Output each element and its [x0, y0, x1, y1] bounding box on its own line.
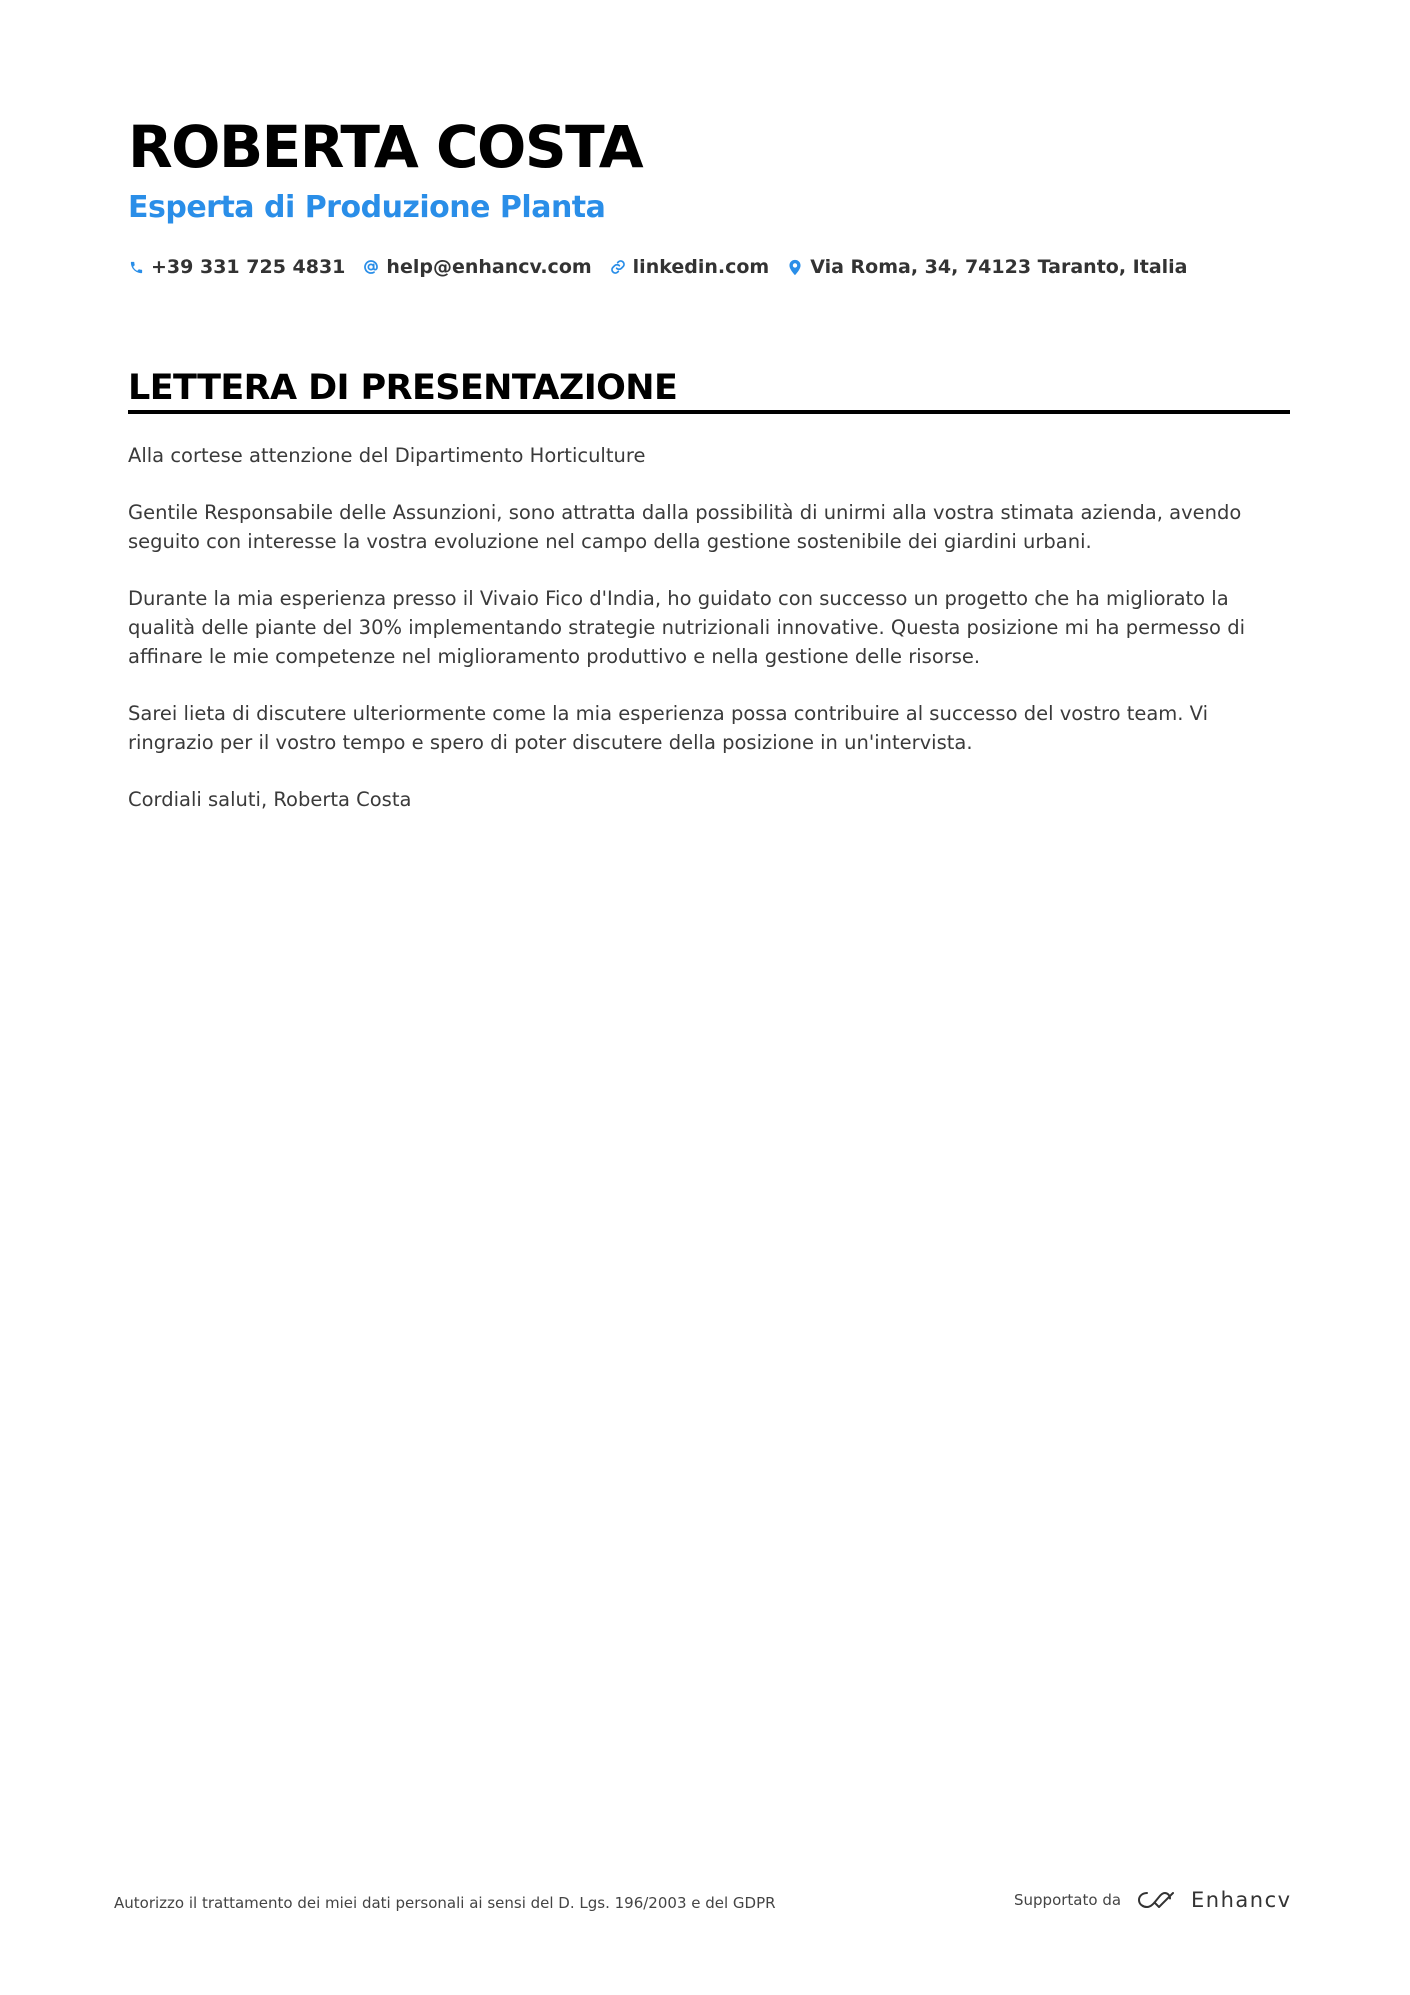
location-pin-icon — [787, 258, 803, 276]
letter-recipient-line: Alla cortese attenzione del Dipartimento Horticulture — [128, 444, 646, 467]
enhancv-logo-icon — [1133, 1888, 1179, 1912]
job-title: Esperta di Produzione Planta — [128, 190, 606, 225]
contact-phone — [128, 254, 345, 280]
letter-paragraph: Sarei lieta di discutere ulteriormente come la mia esperienza possa contribuire al successo del vostro team. Vi ringrazio per il vostro tempo e spero di poter discutere della posizione in un'intervista. — [128, 702, 1209, 754]
letter-paragraph: Durante la mia esperienza presso il Vivaio Fico d'India, ho guidato con successo un progetto che ha migliorato la qualità delle piante del 30% implementando strategie nutrizionali innovative. Questa posizione mi ha permesso di affinare le mie competenze nel miglioramento produttivo e nella gestione delle risorse. — [128, 587, 1245, 668]
letter-signoff: Cordiali saluti, Roberta Costa — [128, 788, 412, 811]
contact-bar — [128, 254, 1206, 280]
contact-email[interactable] — [363, 254, 591, 280]
contact-address-text: Via Roma, 34, 74123 Taranto, Italia — [810, 256, 1188, 278]
contact-phone-text: +39 331 725 4831 — [151, 256, 346, 278]
section-title: LETTERA DI PRESENTAZIONE — [128, 368, 678, 408]
letter-paragraph: Gentile Responsabile delle Assunzioni, sono attratta dalla possibilità di unirmi alla vostra stimata azienda, avendo seguito con interesse la vostra evoluzione nel campo della gestione sostenibile dei giardini urbani. — [128, 501, 1242, 553]
contact-email-text: help@enhancv.com — [386, 256, 592, 278]
footer-brand — [1014, 1888, 1292, 1912]
phone-icon — [128, 258, 144, 276]
applicant-name: ROBERTA COSTA — [128, 113, 643, 181]
footer-consent: Autorizzo il trattamento dei miei dati personali ai sensi del D. Lgs. 196/2003 e del GDPR — [114, 1894, 776, 1912]
contact-address — [787, 254, 1187, 280]
brand-name: Enhancv — [1191, 1888, 1292, 1912]
link-icon — [610, 258, 626, 276]
letter-body — [128, 441, 1290, 842]
contact-linkedin-text: linkedin.com — [632, 256, 770, 278]
contact-linkedin[interactable] — [610, 254, 770, 280]
supported-by-label: Supportato da — [1014, 1891, 1122, 1909]
at-icon — [363, 258, 379, 276]
section-divider — [128, 410, 1290, 414]
